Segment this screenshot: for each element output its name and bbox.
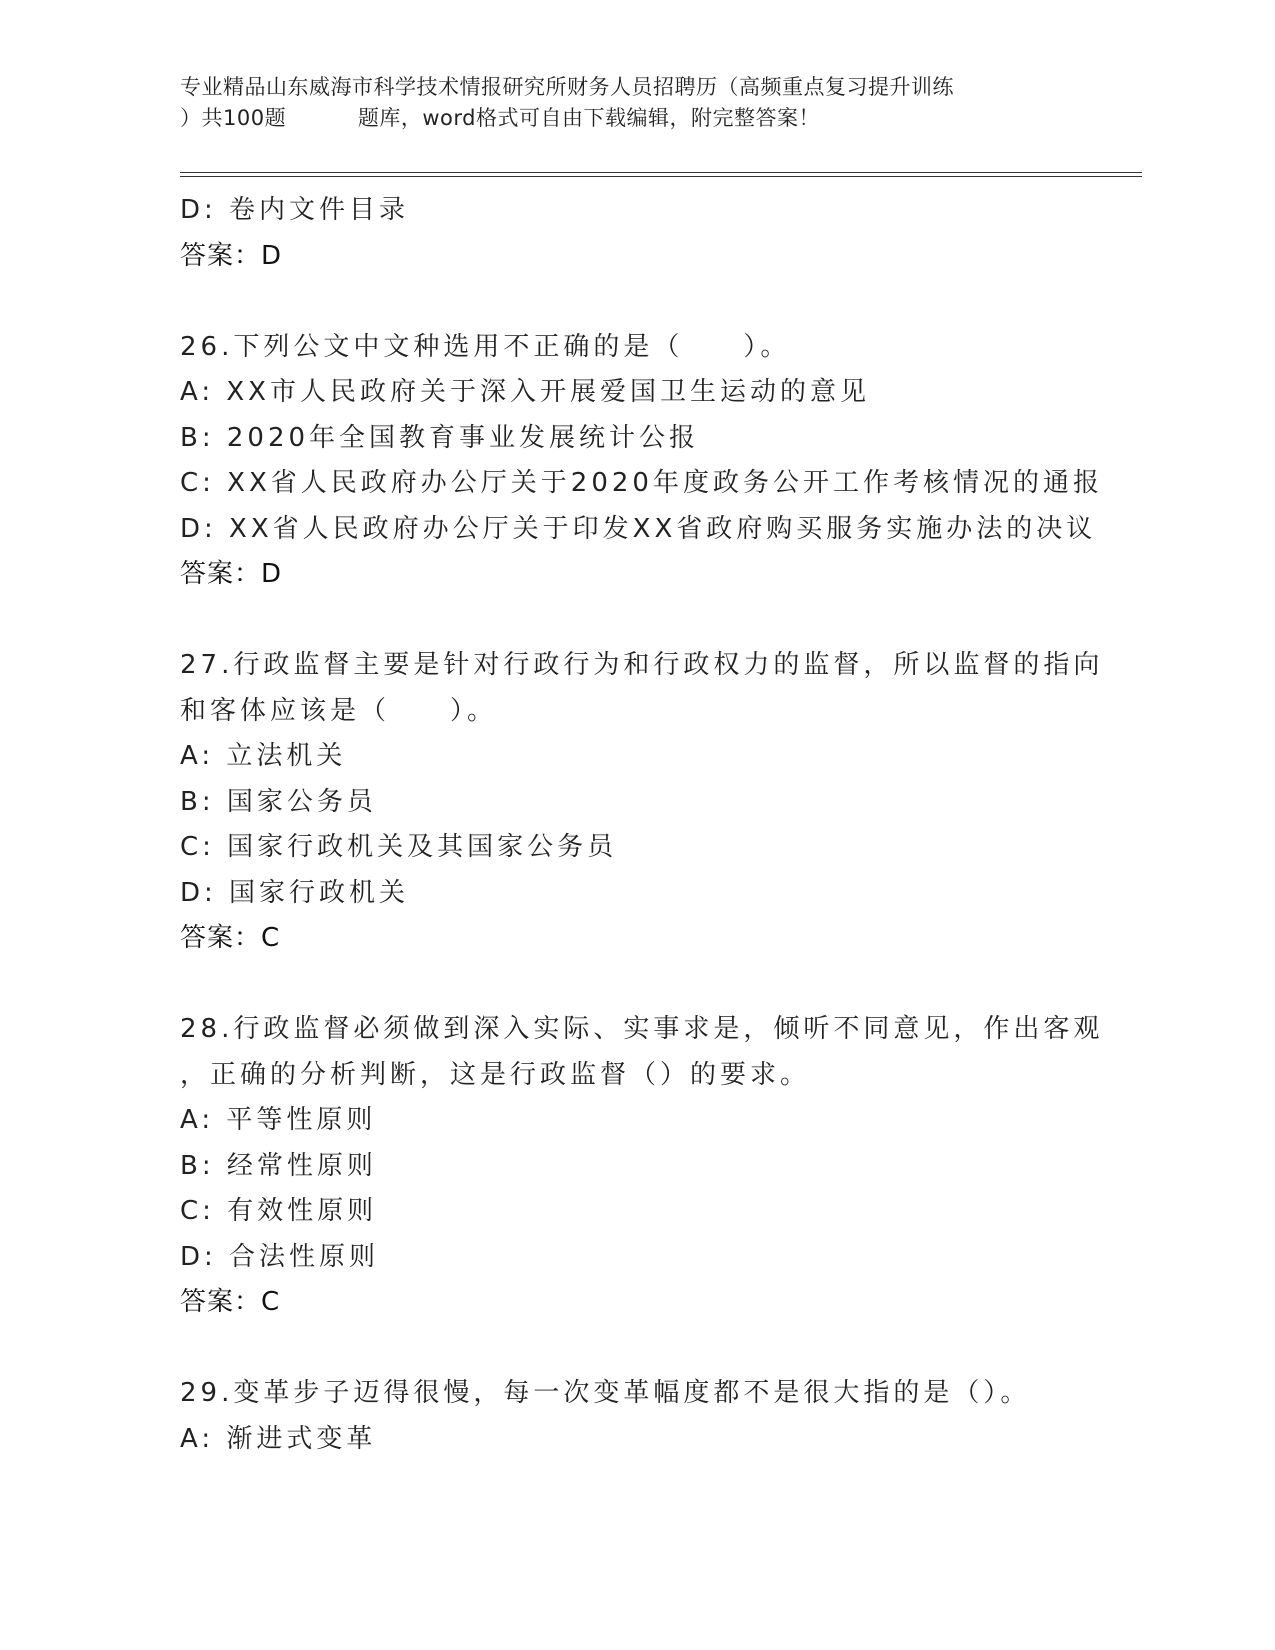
question-stem-line-1: 28.行政监督必须做到深入实际、实事求是，倾听不同意见，作出客观 [180,1014,1104,1044]
option-c: C: XX省人民政府办公厅关于2020年度政务公开工作考核情况的通报 [180,468,1103,498]
question-stem: 29.变革步子迈得很慢，每一次变革幅度都不是很大指的是（）。 [180,1378,1031,1408]
option-c: C: 国家行政机关及其国家公务员 [180,832,618,862]
prev-answer: 答案：D [180,240,283,271]
question-stem-line-2: 和客体应该是（ ）。 [180,695,498,726]
option-c: C: 有效性原则 [180,1196,378,1226]
answer: 答案：C [180,923,281,953]
spacer [180,1326,1100,1372]
spacer [180,962,1100,1008]
option-d: D: 国家行政机关 [180,877,410,908]
question-list [180,188,1104,1462]
page-header [180,72,1080,134]
question-26 [180,325,1103,598]
question-28 [180,1007,1104,1326]
option-a: A: 立法机关 [180,741,347,771]
option-d: D: 合法性原则 [180,1241,380,1272]
header-title-line-1: 专业精品山东威海市科学技术情报研究所财务人员招聘历（高频重点复习提升训练 [180,75,954,99]
question-29 [180,1371,1100,1462]
option-d: D: XX省人民政府办公厅关于印发XX省政府购买服务实施办法的决议 [180,513,1097,544]
answer: 答案：C [180,1287,281,1317]
spacer [180,598,1100,644]
option-b: B: 国家公务员 [180,786,377,817]
question-27 [180,643,1104,962]
option-a: A: 渐进式变革 [180,1423,377,1454]
question-stem-line-1: 27.行政监督主要是针对行政行为和行政权力的监督，所以监督的指向 [180,650,1104,680]
answer: 答案：D [180,559,283,589]
option-a: A: 平等性原则 [180,1105,377,1135]
option-a: A: XX市人民政府关于深入开展爱国卫生运动的意见 [180,377,870,407]
spacer [180,279,1100,325]
option-b: B: 经常性原则 [180,1150,377,1181]
option-b: B: 2020年全国教育事业发展统计公报 [180,422,700,453]
header-divider [180,172,1142,177]
question-stem: 26.下列公文中文种选用不正确的是（ ）。 [180,331,791,362]
question-stem-line-2: ，正确的分析判断，这是行政监督（）的要求。 [180,1059,811,1090]
header-title-line-2: ）共100题 题库，word格式可自由下载编辑，附完整答案！ [180,106,820,130]
prev-option-d: D: 卷内文件目录 [180,195,410,225]
